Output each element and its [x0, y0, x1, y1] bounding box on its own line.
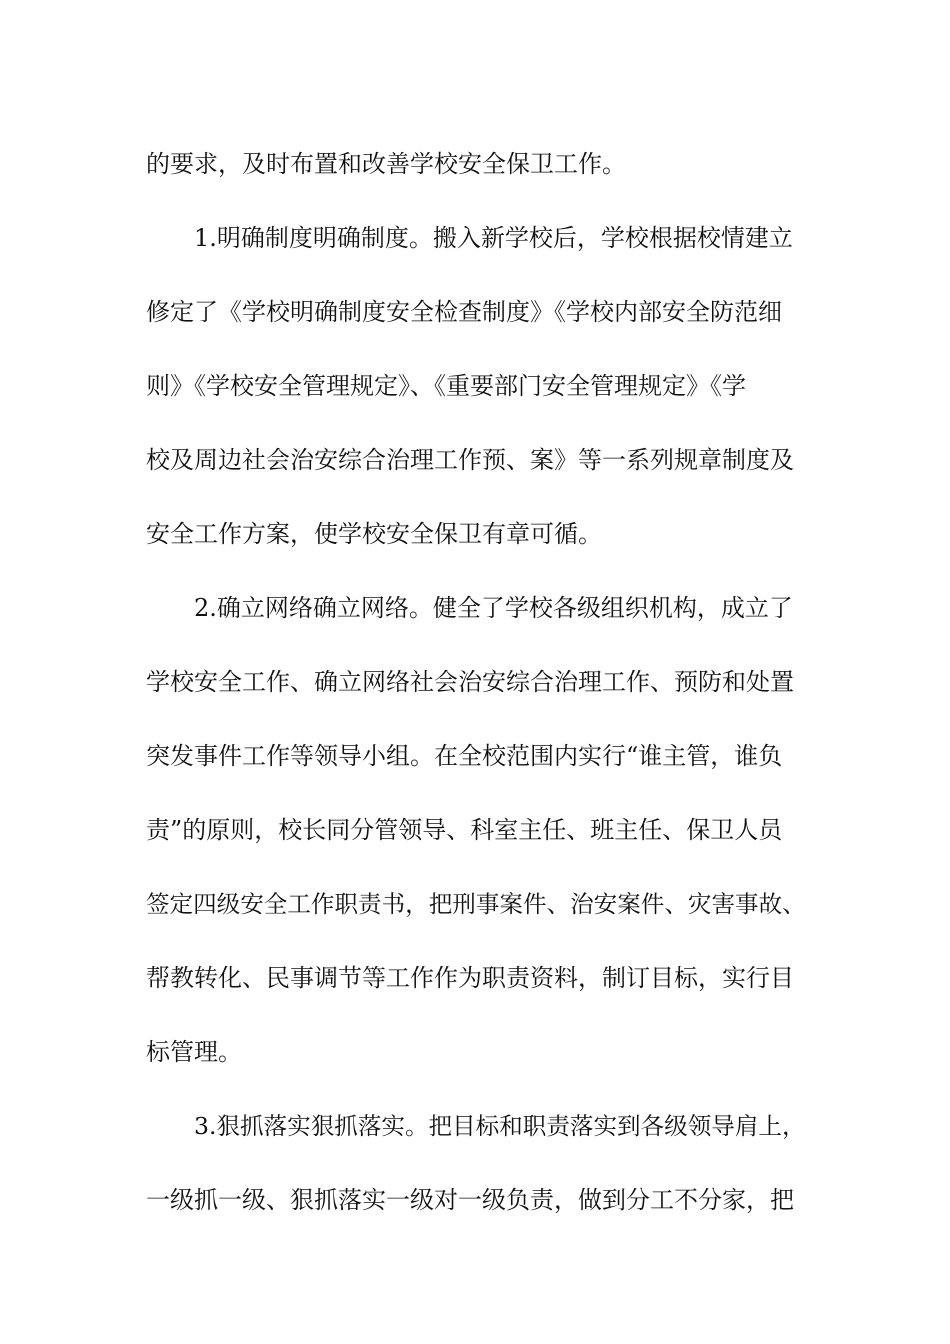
text-line: 2.确立网络确立网络。健全了学校各级组织机构，成立了 — [194, 594, 793, 622]
text-line: 1.明确制度明确制度。搬入新学校后，学校根据校情建立 — [194, 224, 793, 252]
text-line: 责”的原则，校长同分管领导、科室主任、班主任、保卫人员 — [146, 816, 783, 844]
text-line: 修定了《学校明确制度安全检查制度》《学校内部安全防范细 — [146, 298, 782, 326]
text-line: 签定四级安全工作职责书，把刑事案件、治安案件、灾害事故、 — [146, 890, 806, 918]
text-line: 则》《学校安全管理规定》、《重要部门安全管理规定》《学 — [146, 372, 746, 400]
text-line: 标管理。 — [146, 1038, 242, 1066]
text-line: 校及周边社会治安综合治理工作预、案》等一系列规章制度及 — [146, 446, 794, 474]
text-line: 的要求，及时布置和改善学校安全保卫工作。 — [146, 150, 626, 178]
text-line: 一级抓一级、狠抓落实一级对一级负责，做到分工不分家，把 — [146, 1186, 794, 1214]
document-body — [146, 127, 806, 1237]
text-line: 帮教转化、民事调节等工作作为职责资料，制订目标，实行目 — [146, 964, 794, 992]
text-line: 学校安全工作、确立网络社会治安综合治理工作、预防和处置 — [146, 668, 794, 696]
text-line: 3.狠抓落实狠抓落实。把目标和职责落实到各级领导肩上， — [194, 1112, 806, 1140]
text-line: 安全工作方案，使学校安全保卫有章可循。 — [146, 520, 602, 548]
text-line: 突发事件工作等领导小组。在全校范围内实行“谁主管，谁负 — [146, 742, 783, 770]
